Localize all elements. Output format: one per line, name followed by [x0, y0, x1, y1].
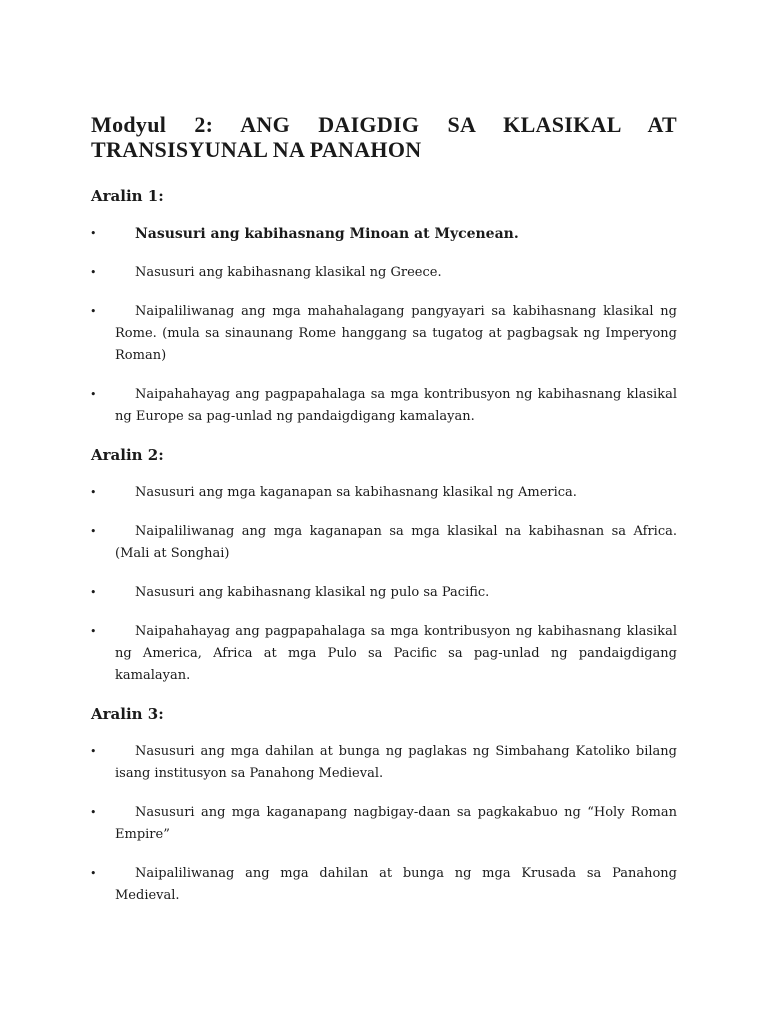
- list-item-text: Nasusuri ang kabihasnang klasikal ng Greece.: [135, 265, 442, 280]
- bullet-icon: •: [90, 806, 97, 819]
- list-item: [91, 621, 677, 687]
- bullet-icon: •: [90, 867, 97, 880]
- list-item: [91, 301, 677, 367]
- bullet-icon: •: [90, 586, 97, 599]
- list-item: [91, 802, 677, 846]
- list-item: [91, 262, 677, 284]
- bullet-icon: •: [90, 525, 97, 538]
- objective-list-aralin-2: [91, 482, 677, 687]
- list-item-text: Naipaliliwanag ang mga mahahalagang pangyayari sa kabihasnang klasikal ng Rome. (mula sa sinaunang Rome hanggang sa tugatog at pagbagsak ng Imperyong Roman): [115, 304, 677, 363]
- section-heading-aralin-1: Aralin 1:: [91, 187, 164, 205]
- bullet-icon: •: [90, 227, 97, 240]
- list-item-text: Naipaliliwanag ang mga dahilan at bunga ng mga Krusada sa Panahong Medieval.: [115, 866, 677, 903]
- bullet-icon: •: [90, 745, 97, 758]
- list-item-text: Nasusuri ang mga dahilan at bunga ng paglakas ng Simbahang Katoliko bilang isang institusyon sa Panahong Medieval.: [115, 744, 677, 781]
- bullet-icon: •: [90, 486, 97, 499]
- list-item: [91, 384, 677, 428]
- objective-list-aralin-3: [91, 741, 677, 907]
- list-item-text: Naipahahayag ang pagpapahalaga sa mga kontribusyon ng kabihasnang klasikal ng America, Africa at mga Pulo sa Pacific sa pag-unlad ng pandaigdigang kamalayan.: [115, 624, 677, 683]
- bullet-icon: •: [90, 266, 97, 279]
- section-heading-aralin-2: Aralin 2:: [91, 446, 164, 464]
- list-item-text: Naipahahayag ang pagpapahalaga sa mga kontribusyon ng kabihasnang klasikal ng Europe sa pag-unlad ng pandaigdigang kamalayan.: [115, 387, 677, 424]
- bullet-icon: •: [90, 388, 97, 401]
- list-item-text: Nasusuri ang mga kaganapan sa kabihasnang klasikal ng America.: [135, 485, 577, 500]
- list-item: [91, 223, 677, 245]
- list-item-text: Nasusuri ang kabihasnang klasikal ng pulo sa Pacific.: [135, 585, 490, 600]
- bullet-icon: •: [90, 305, 97, 318]
- list-item: [91, 582, 677, 604]
- section-heading-aralin-3: Aralin 3:: [91, 705, 164, 723]
- document-title: Modyul 2: ANG DAIGDIG SA KLASIKAL AT TRANSISYUNAL NA PANAHON: [91, 112, 677, 162]
- list-item: [91, 482, 677, 504]
- list-item: [91, 521, 677, 565]
- list-item-text: Nasusuri ang mga kaganapang nagbigay-daan sa pagkakabuo ng “Holy Roman Empire”: [115, 805, 677, 842]
- list-item: [91, 741, 677, 785]
- list-item-text: Nasusuri ang kabihasnang Minoan at Mycenean.: [135, 226, 519, 242]
- list-item-text: Naipaliliwanag ang mga kaganapan sa mga klasikal na kabihasnan sa Africa. (Mali at Songhai): [115, 524, 677, 561]
- list-item: [91, 863, 677, 907]
- objective-list-aralin-1: [91, 223, 677, 428]
- bullet-icon: •: [90, 625, 97, 638]
- document-page: [91, 112, 677, 924]
